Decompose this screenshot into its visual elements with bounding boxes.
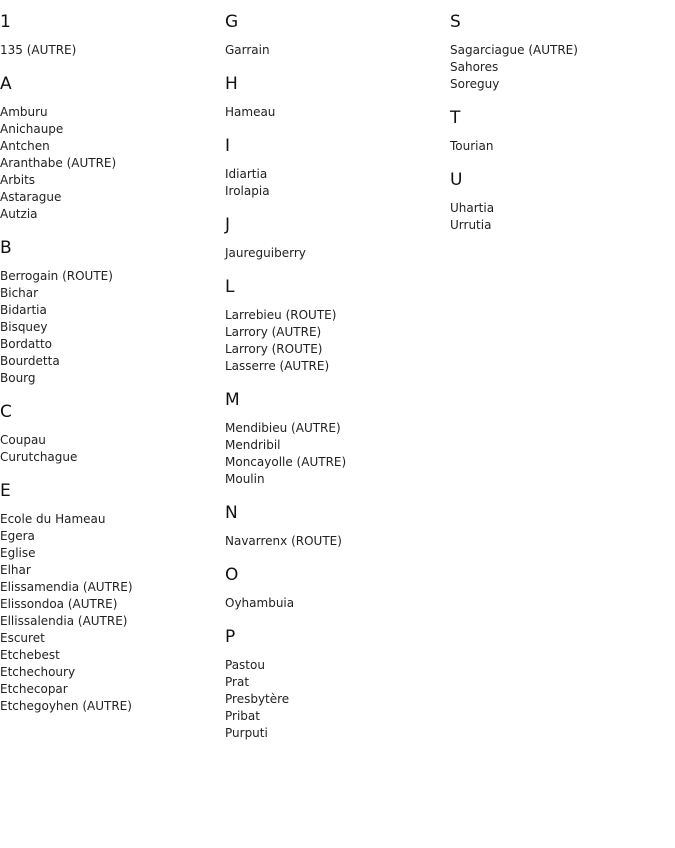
place-entry[interactable]: Presbytère — [225, 692, 290, 706]
place-entry[interactable]: Elissondoa (AUTRE) — [0, 597, 118, 611]
place-entry[interactable]: Soreguy — [450, 77, 500, 91]
letter-heading: T — [450, 108, 461, 128]
place-entry[interactable]: Prat — [225, 675, 250, 689]
place-entry[interactable]: Bordatto — [0, 337, 53, 351]
letter-group — [225, 134, 445, 200]
letter-heading: A — [0, 74, 12, 94]
entry-list — [450, 138, 670, 155]
index-column — [0, 10, 220, 728]
place-entry[interactable]: Pastou — [225, 658, 265, 672]
letter-heading: H — [225, 74, 238, 94]
letter-heading: C — [0, 402, 12, 422]
letter-group — [225, 563, 445, 612]
letter-heading: L — [225, 277, 235, 297]
entry-list — [0, 511, 220, 715]
letter-heading: P — [225, 627, 236, 647]
letter-heading: I — [225, 136, 231, 156]
place-entry[interactable]: Larrory (ROUTE) — [225, 342, 323, 356]
place-entry[interactable]: Pribat — [225, 709, 260, 723]
letter-heading: S — [450, 12, 461, 32]
place-entry[interactable]: Autzia — [0, 207, 38, 221]
entry-list — [225, 533, 445, 550]
index-column — [225, 10, 445, 755]
place-entry[interactable]: Jaureguiberry — [225, 246, 306, 260]
place-entry[interactable]: Mendibieu (AUTRE) — [225, 421, 341, 435]
place-entry[interactable]: Garrain — [225, 43, 270, 57]
letter-group — [225, 625, 445, 742]
entry-list — [0, 432, 220, 466]
place-entry[interactable]: Uhartia — [450, 201, 495, 215]
entry-list — [225, 245, 445, 262]
letter-group — [225, 275, 445, 375]
place-entry[interactable]: Etchechoury — [0, 665, 76, 679]
place-entry[interactable]: Ellissalendia (AUTRE) — [0, 614, 128, 628]
place-entry[interactable]: Sagarciague (AUTRE) — [450, 43, 578, 57]
place-entry[interactable]: Lasserre (AUTRE) — [225, 359, 330, 373]
place-entry[interactable]: Escuret — [0, 631, 45, 645]
entry-list — [0, 42, 220, 59]
letter-heading: N — [225, 503, 238, 523]
letter-group — [450, 106, 670, 155]
letter-group — [0, 10, 220, 59]
entry-list — [0, 268, 220, 387]
place-entry[interactable]: Bourg — [0, 371, 36, 385]
place-entry[interactable]: Aranthabe (AUTRE) — [0, 156, 117, 170]
entry-list — [450, 42, 670, 93]
letter-heading: M — [225, 390, 240, 410]
place-entry[interactable]: Tourian — [450, 139, 494, 153]
place-entry[interactable]: Anichaupe — [0, 122, 64, 136]
place-entry[interactable]: Moncayolle (AUTRE) — [225, 455, 347, 469]
place-entry[interactable]: Bisquey — [0, 320, 48, 334]
place-entry[interactable]: Purputi — [225, 726, 268, 740]
place-entry[interactable]: Urrutia — [450, 218, 492, 232]
entry-list — [225, 104, 445, 121]
place-entry[interactable]: Etchecopar — [0, 682, 68, 696]
letter-group — [225, 213, 445, 262]
letter-group — [0, 72, 220, 223]
place-entry[interactable]: Curutchague — [0, 450, 78, 464]
place-entry[interactable]: Etchebest — [0, 648, 60, 662]
letter-group — [0, 479, 220, 715]
place-entry[interactable]: Sahores — [450, 60, 499, 74]
entry-list — [225, 420, 445, 488]
letter-heading: G — [225, 12, 239, 32]
letter-heading: U — [450, 170, 463, 190]
place-entry[interactable]: 135 (AUTRE) — [0, 43, 77, 57]
index-column — [450, 10, 670, 247]
place-entry[interactable]: Bichar — [0, 286, 39, 300]
letter-heading: O — [225, 565, 239, 585]
place-entry[interactable]: Bourdetta — [0, 354, 60, 368]
letter-group — [450, 10, 670, 93]
entry-list — [225, 166, 445, 200]
letter-group — [450, 168, 670, 234]
place-entry[interactable]: Eglise — [0, 546, 36, 560]
place-entry[interactable]: Egera — [0, 529, 35, 543]
place-entry[interactable]: Irolapia — [225, 184, 270, 198]
place-entry[interactable]: Berrogain (ROUTE) — [0, 269, 113, 283]
place-entry[interactable]: Arbits — [0, 173, 36, 187]
entry-list — [225, 657, 445, 742]
letter-group — [0, 400, 220, 466]
place-entry[interactable]: Idiartia — [225, 167, 268, 181]
place-entry[interactable]: Astarague — [0, 190, 62, 204]
place-entry[interactable]: Ecole du Hameau — [0, 512, 106, 526]
place-entry[interactable]: Bidartia — [0, 303, 47, 317]
letter-group — [225, 388, 445, 488]
entry-list — [450, 200, 670, 234]
place-entry[interactable]: Etchegoyhen (AUTRE) — [0, 699, 132, 713]
place-entry[interactable]: Larrebieu (ROUTE) — [225, 308, 337, 322]
letter-heading: E — [0, 481, 11, 501]
entry-list — [225, 42, 445, 59]
place-entry[interactable]: Navarrenx (ROUTE) — [225, 534, 342, 548]
letter-group — [225, 501, 445, 550]
letter-group — [225, 10, 445, 59]
place-entry[interactable]: Amburu — [0, 105, 48, 119]
place-entry[interactable]: Mendribil — [225, 438, 281, 452]
entry-list — [0, 104, 220, 223]
letter-heading: 1 — [0, 12, 11, 32]
place-entry[interactable]: Coupau — [0, 433, 46, 447]
letter-group — [0, 236, 220, 387]
place-entry[interactable]: Moulin — [225, 472, 265, 486]
place-entry[interactable]: Hameau — [225, 105, 276, 119]
entry-list — [225, 595, 445, 612]
letter-group — [225, 72, 445, 121]
entry-list — [225, 307, 445, 375]
place-entry[interactable]: Oyhambuia — [225, 596, 295, 610]
letter-heading: B — [0, 238, 12, 258]
place-entry[interactable]: Elhar — [0, 563, 31, 577]
place-entry[interactable]: Larrory (AUTRE) — [225, 325, 322, 339]
place-entry[interactable]: Elissamendia (AUTRE) — [0, 580, 133, 594]
letter-heading: J — [225, 215, 231, 235]
place-entry[interactable]: Antchen — [0, 139, 50, 153]
